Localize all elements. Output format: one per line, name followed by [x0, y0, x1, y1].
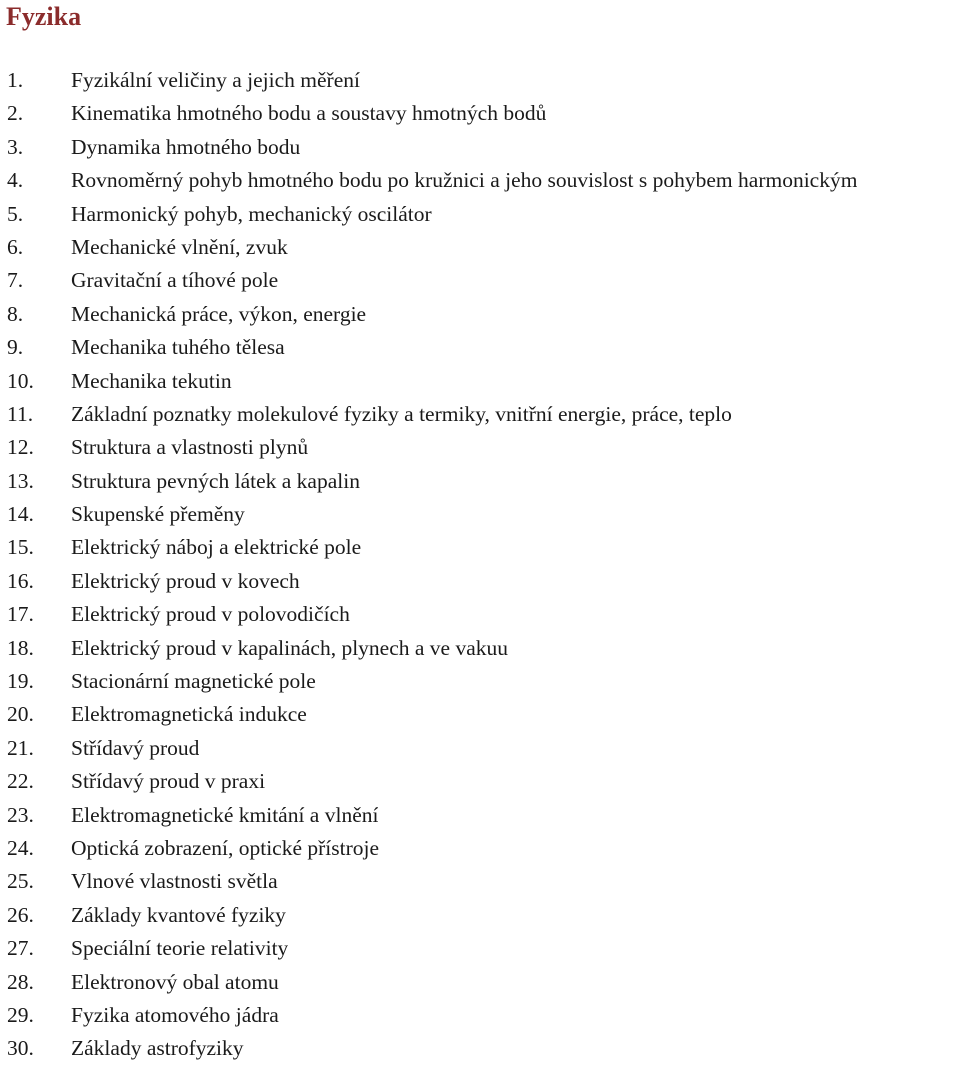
list-item [0, 398, 960, 431]
topic-label: Kinematika hmotného bodu a soustavy hmotných bodů [71, 101, 547, 126]
topic-number: 6. [7, 234, 24, 259]
list-item [0, 298, 960, 331]
topic-number: 22. [7, 769, 34, 794]
topic-number: 18. [7, 635, 34, 660]
topic-number: 12. [7, 435, 34, 460]
topic-label: Gravitační a tíhové pole [71, 268, 279, 293]
list-item [0, 97, 960, 130]
topic-label: Elektrický proud v polovodičích [71, 602, 350, 627]
topic-number: 8. [7, 301, 24, 326]
list-item [0, 1032, 960, 1065]
list-item [0, 799, 960, 832]
list-item [0, 598, 960, 631]
topic-label: Struktura pevných látek a kapalin [71, 468, 360, 493]
list-item [0, 665, 960, 698]
topic-label: Elektrický proud v kapalinách, plynech a ve vakuu [71, 635, 509, 660]
topic-label: Střídavý proud v praxi [71, 769, 266, 794]
topic-list [0, 64, 960, 1066]
topic-label: Elektrický proud v kovech [71, 568, 300, 593]
topic-number: 2. [7, 101, 24, 126]
list-item [0, 565, 960, 598]
topic-label: Základy kvantové fyziky [71, 902, 286, 927]
list-item [0, 431, 960, 464]
topic-label: Mechanika tekutin [71, 368, 232, 393]
topic-label: Elektronový obal atomu [71, 969, 279, 994]
topic-number: 11. [7, 401, 34, 426]
topic-number: 14. [7, 502, 34, 527]
topic-label: Mechanika tuhého tělesa [71, 335, 285, 360]
topic-number: 28. [7, 969, 34, 994]
topic-label: Elektromagnetické kmitání a vlnění [71, 802, 379, 827]
topic-number: 16. [7, 568, 34, 593]
list-item [0, 331, 960, 364]
topic-label: Mechanické vlnění, zvuk [71, 234, 288, 259]
topic-label: Základní poznatky molekulové fyziky a termiky, vnitřní energie, práce, teplo [71, 401, 732, 426]
topic-label: Základy astrofyziky [71, 1036, 244, 1061]
list-item [0, 131, 960, 164]
topic-number: 21. [7, 735, 34, 760]
list-item [0, 999, 960, 1032]
list-item [0, 698, 960, 731]
topic-number: 9. [7, 335, 24, 360]
list-item [0, 198, 960, 231]
topic-number: 17. [7, 602, 34, 627]
topic-number: 5. [7, 201, 24, 226]
topic-label: Elektrický náboj a elektrické pole [71, 535, 362, 560]
list-item [0, 465, 960, 498]
list-item [0, 832, 960, 865]
list-item [0, 865, 960, 898]
topic-number: 10. [7, 368, 34, 393]
topic-number: 7. [7, 268, 24, 293]
topic-number: 4. [7, 168, 24, 193]
topic-number: 3. [7, 134, 24, 159]
list-item [0, 899, 960, 932]
topic-label: Dynamika hmotného bodu [71, 134, 301, 159]
list-item [0, 264, 960, 297]
topic-number: 26. [7, 902, 34, 927]
topic-number: 19. [7, 669, 34, 694]
list-item [0, 932, 960, 965]
topic-number: 27. [7, 936, 34, 961]
topic-label: Stacionární magnetické pole [71, 669, 316, 694]
page-title: Fyzika [6, 2, 82, 31]
topic-label: Skupenské přeměny [71, 502, 245, 527]
list-item [0, 765, 960, 798]
topic-number: 23. [7, 802, 34, 827]
topic-number: 20. [7, 702, 34, 727]
list-item [0, 365, 960, 398]
topic-number: 13. [7, 468, 34, 493]
topic-number: 25. [7, 869, 34, 894]
topic-label: Optická zobrazení, optické přístroje [71, 835, 380, 860]
list-item [0, 231, 960, 264]
topic-number: 30. [7, 1036, 34, 1061]
topic-label: Střídavý proud [71, 735, 200, 760]
topic-label: Rovnoměrný pohyb hmotného bodu po kružnici a jeho souvislost s pohybem harmonickým [71, 168, 858, 193]
topic-label: Elektromagnetická indukce [71, 702, 307, 727]
topic-number: 1. [7, 68, 24, 92]
list-item [0, 531, 960, 564]
topic-number: 15. [7, 535, 34, 560]
topic-label: Speciální teorie relativity [71, 936, 289, 961]
list-item [0, 498, 960, 531]
list-item [0, 164, 960, 197]
topic-number: 29. [7, 1002, 34, 1027]
list-item [0, 64, 960, 97]
list-item [0, 966, 960, 999]
list-item [0, 632, 960, 665]
topic-label: Vlnové vlastnosti světla [71, 869, 278, 894]
topic-label: Fyzikální veličiny a jejich měření [71, 68, 360, 92]
list-item [0, 732, 960, 765]
topic-label: Struktura a vlastnosti plynů [71, 435, 309, 460]
topic-number: 24. [7, 835, 34, 860]
topic-label: Harmonický pohyb, mechanický oscilátor [71, 201, 432, 226]
topic-label: Mechanická práce, výkon, energie [71, 301, 367, 326]
topic-label: Fyzika atomového jádra [71, 1002, 279, 1027]
